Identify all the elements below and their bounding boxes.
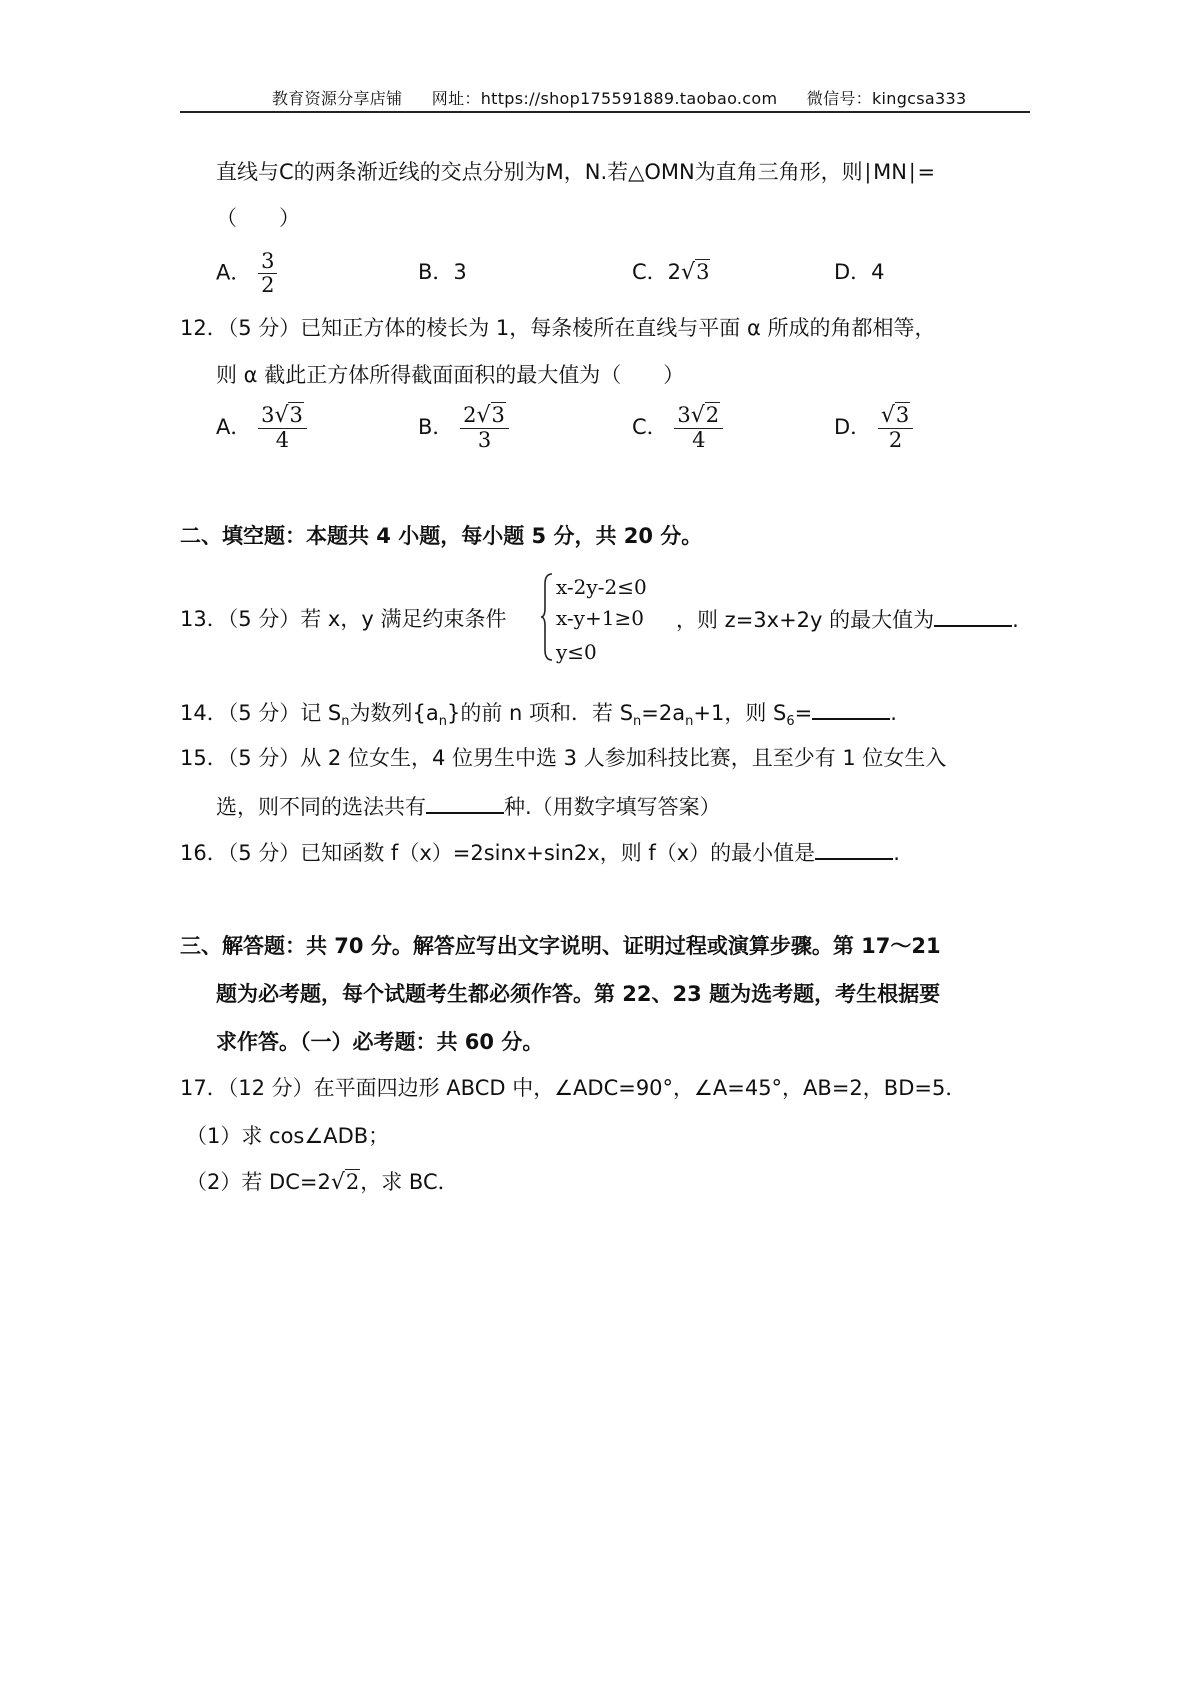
header-divider [180,111,1030,113]
q11-option-c: C．2√3 [632,260,710,285]
section-2-heading: 二、填空题：本题共 4 小题，每小题 5 分，共 20 分。 [180,524,703,548]
header-site: 网址：https://shop175591889.taobao.com [431,89,778,108]
q12-option-a: A． $\frac{3√3}{4}$ [216,404,307,452]
q13-prefix: 13．（5 分）若 x，y 满足约束条件 [180,607,507,631]
answer-blank[interactable] [426,792,504,814]
radical: √2 [330,1170,360,1195]
left-brace-icon [540,572,554,662]
q11-paren: （ ） [216,206,300,230]
answer-blank[interactable] [812,698,890,720]
q13-constraint-3: y≤0 [556,640,597,664]
radical: √3 [681,260,710,285]
q11-line1: 直线与C的两条渐近线的交点分别为M，N.若△OMN为直角三角形，则∣MN∣= [216,160,936,184]
q13-constraint-2: x-y+1≥0 [556,606,644,630]
q11-option-b: B．3 [418,260,467,284]
section-3-line3: 求作答。（一）必考题：共 60 分。 [216,1030,544,1054]
fraction: $\frac{√3}{2}$ [878,404,913,452]
fraction: $\frac{3}{2}$ [258,250,277,297]
q11-option-d: D．4 [834,260,885,284]
fraction: $\frac{3√2}{4}$ [674,404,723,452]
q12-option-c: C． $\frac{3√2}{4}$ [632,404,723,452]
q13-constraint-1: x-2y-2≤0 [556,575,647,599]
q11-option-a: A． $\frac{3}{2}$ [216,250,277,297]
q12-option-b: B． $\frac{2√3}{3}$ [418,404,509,452]
q14-line: 14．（5 分）记 $S_n$为数列$\{a_n\}$的前 n 项和．若 $S_n=2a_n+1$，则 $S_6=$ . [180,698,897,736]
q15-line1: 15．（5 分）从 2 位女生，4 位男生中选 3 人参加科技比赛，且至少有 1 位女生入 [180,746,947,770]
q17-part1: （1）求 cos∠ADB； [186,1124,390,1148]
q17-part2: （2）若 DC=2√2，求 BC． [186,1170,459,1195]
q12-line2: 则 α 截此正方体所得截面面积的最大值为（ ） [216,363,685,387]
fraction: $\frac{3√3}{4}$ [258,404,307,452]
q17-line1: 17．（12 分）在平面四边形 ABCD 中，∠ADC=90°，∠A=45°，AB=2，BD=5． [180,1076,967,1100]
q15-line2: 选，则不同的选法共有 种.（用数字填写答案） [216,792,721,821]
page-header [272,86,990,109]
header-shop: 教育资源分享店铺 [272,89,403,108]
q12-line1: 12．（5 分）已知正方体的棱长为 1，每条棱所在直线与平面 α 所成的角都相等， [180,316,936,340]
section-3-line2: 题为必考题，每个试题考生都必须作答。第 22、23 题为选考题，考生根据要 [216,982,941,1006]
fraction: $\frac{2√3}{3}$ [460,404,509,452]
section-3-line1: 三、解答题：共 70 分。解答应写出文字说明、证明过程或演算步骤。第 17～21 [180,934,941,958]
header-wechat: 微信号：kingcsa333 [806,89,967,108]
answer-blank[interactable] [934,605,1012,627]
q16-line: 16．（5 分）已知函数 f（x）=2sinx+sin2x，则 f（x）的最小值是 . [180,838,900,867]
q12-option-d: D． $\frac{√3}{2}$ [834,404,913,452]
q13-suffix: ，则 z=3x+2y 的最大值为 . [676,605,1019,634]
answer-blank[interactable] [815,838,893,860]
